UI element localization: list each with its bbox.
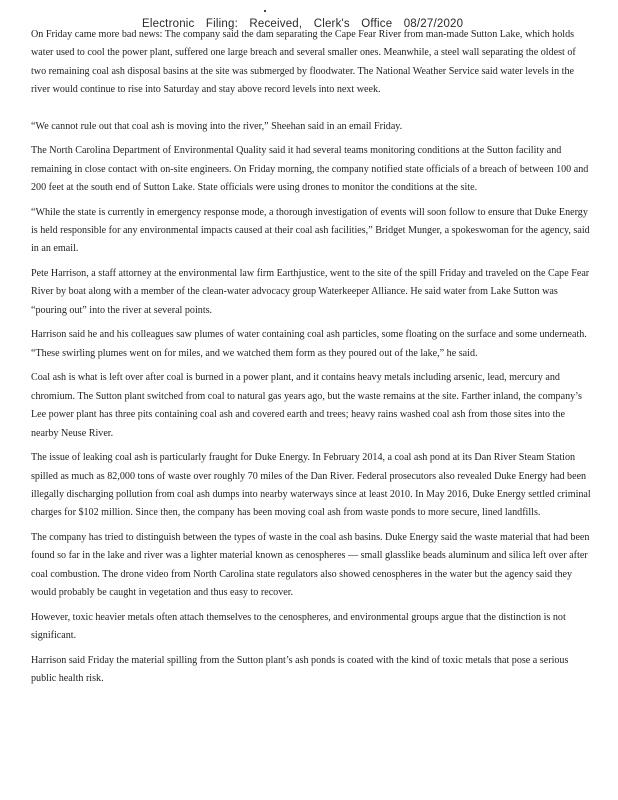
paragraph: The issue of leaking coal ash is particularly fraught for Duke Energy. In February 2014, a coal ash pond at its Dan River Steam Station spilled as much as 82,000 tons of waste over roughly 70 miles of the Dan River. Federal prosecutors also revealed Duke Energy had been illegally discharging pollution from coal ash dumps into nearby waterways since at least 2010. In May 2016, Duke Energy settled criminal charges for $102 million. Since then, the company has been moving coal ash from waste ponds to more secure, lined landfills. [31,452,591,519]
paragraph: “We cannot rule out that coal ash is moving into the river,” Sheehan said in an email Friday. [31,120,403,132]
paragraph: Harrison said he and his colleagues saw plumes of water containing coal ash particles, some floating on the surface and some underneath. “These swirling plumes went on for miles, and we watched them form as they poured out of the lake,” he said. [31,329,587,359]
paragraph: The North Carolina Department of Environmental Quality said it had several teams monitoring conditions at the Sutton facility and remaining in close contact with on-site engineers. On Friday morning, the company notified state officials of a breach of between 100 and 200 feet at the south end of Sutton Lake. State officials were using drones to monitor the conditions at the site. [31,145,589,194]
paragraph: On Friday came more bad news: The company said the dam separating the Cape Fear River from man-made Sutton Lake, which holds water used to cool the power plant, suffered one large breach and several smaller ones. Meanwhile, a steel wall separating the oldest of two remaining coal ash disposal basins at the site was submerged by floodwater. The National Weather Service said water levels in the river would continue to rise into Saturday and stay above record levels into next week. [31,29,576,96]
filing-stamp: Electronic Filing: Received, Clerk's Office 08/27/2020 [142,18,464,30]
scan-speck [264,10,266,12]
paragraph: Pete Harrison, a staff attorney at the environmental law firm Earthjustice, went to the site of the spill Friday and traveled on the Cape Fear River by boat along with a member of the clean-water advocacy group Waterkeeper Alliance. He said water from Lake Sutton was “pouring out” into the river at several points. [31,268,590,316]
paragraph: The company has tried to distinguish between the types of waste in the coal ash basins. Duke Energy said the waste material that had been found so far in the lake and river was a lighter material known as cenospheres — small glasslike beads aluminum and silica left over after coal combustion. The drone video from North Carolina state regulators also showed cenospheres in the water but the agency said they would probably be caught in vegetation and thus easy to recover. [31,532,590,599]
paragraph: However, toxic heavier metals often attach themselves to the cenospheres, and environmental groups argue that the distinction is not significant. [31,611,566,642]
paragraph: Harrison said Friday the material spilling from the Sutton plant’s ash ponds is coated with the kind of toxic metals that pose a serious public health risk. [31,654,569,685]
paragraph: “While the state is currently in emergency response mode, a thorough investigation of events will soon follow to ensure that Duke Energy is held responsible for any environmental impacts caused at their coal ash facilities,” Bridget Munger, a spokeswoman for the agency, said in an email. [31,206,590,255]
paragraph: Coal ash is what is left over after coal is burned in a power plant, and it contains heavy metals including arsenic, lead, mercury and chromium. The Sutton plant switched from coal to natural gas years ago, but the waste remains at the site. Farther inland, the company’s Lee power plant has three pits containing coal ash and covered earth and trees; heavy rains washed coal ash from those sites into the nearby Neuse River. [31,372,582,439]
article-body [31,26,591,695]
